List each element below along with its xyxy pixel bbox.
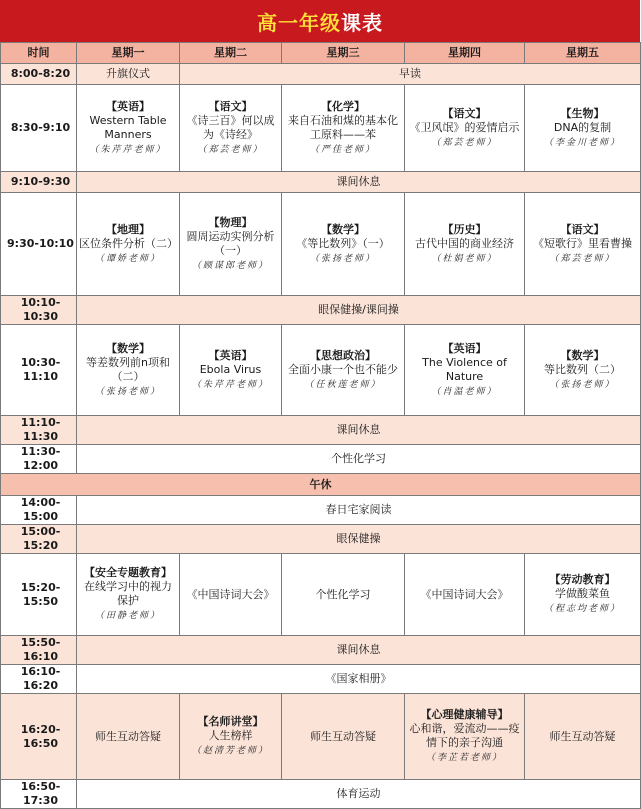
teacher-name: （张扬老师）: [94, 386, 161, 397]
class-cell: [282, 554, 405, 636]
lesson-topic: 区位条件分析（二）: [79, 236, 178, 250]
header-tuesday: 星期二: [180, 43, 282, 64]
subject-label: 【英语】: [442, 341, 487, 355]
teacher-name: （田静老师）: [94, 611, 161, 621]
teacher-name: （赵清芳老师）: [191, 746, 269, 756]
time-cell: 10:10-10:30: [1, 296, 77, 325]
subject-label: 【语文】: [560, 222, 605, 236]
class-cell: [77, 554, 180, 636]
table-row: [1, 193, 641, 296]
reading-cell: 春日宅家阅读: [77, 496, 641, 525]
lesson-topic: 《等比数列》（一）: [296, 236, 390, 250]
subject-label: 【名师讲堂】: [197, 715, 264, 728]
teacher-name: （郑芸老师）: [431, 137, 498, 148]
table-row: [1, 325, 641, 416]
table-row: [1, 665, 641, 694]
subject-label: 【语文】: [442, 106, 487, 120]
subject-label: 【英语】: [106, 99, 150, 113]
class-cell: [525, 85, 641, 172]
eye-exercise-cell: 眼保健操: [77, 525, 641, 554]
lesson-topic: 学做酸菜鱼: [555, 587, 610, 600]
lesson-topic: 《中国诗词大会》: [186, 587, 275, 601]
table-row: [1, 172, 641, 193]
time-cell: 9:10-9:30: [1, 172, 77, 193]
lesson-topic: 古代中国的商业经济: [415, 236, 514, 250]
title-schedule: 课表: [341, 10, 383, 35]
class-cell: [282, 85, 405, 172]
noon-break-cell: 午休: [1, 474, 641, 496]
teacher-name: （顾谋郎老师）: [191, 260, 269, 271]
table-row: [1, 474, 641, 496]
lesson-topic: 等比数列（二）: [544, 362, 621, 376]
eye-exercise-cell: 眼保健操/课间操: [77, 296, 641, 325]
lesson-topic: DNA的复制: [553, 120, 612, 134]
subject-label: 【物理】: [208, 215, 253, 229]
time-cell: 16:10-16:20: [1, 665, 77, 694]
lesson-topic: 师生互动答疑: [549, 729, 616, 743]
subject-label: 【劳动教育】: [549, 573, 616, 586]
teacher-name: （谭娇老师）: [94, 253, 161, 264]
subject-label: 【历史】: [442, 222, 487, 236]
break-cell: 课间休息: [77, 636, 641, 665]
table-row: [1, 496, 641, 525]
subject-label: 【心理健康辅导】: [420, 708, 509, 721]
time-cell: 15:20-15:50: [1, 554, 77, 636]
lesson-topic: 人生榜样: [208, 729, 253, 742]
subject-label: 【数学】: [321, 222, 365, 236]
table-row: [1, 64, 641, 85]
teacher-name: （郑芸老师）: [197, 144, 264, 155]
lesson-topic: 师生互动答疑: [310, 729, 376, 743]
lesson-topic: 圆周运动实例分析（一）: [186, 229, 275, 257]
lesson-topic: 来自石油和煤的基本化工原料——苯: [288, 113, 398, 141]
class-cell: [180, 325, 282, 416]
class-cell: [525, 193, 641, 296]
class-cell: [77, 325, 180, 416]
teacher-name: （杜娟老师）: [431, 253, 498, 264]
table-row: [1, 694, 641, 780]
subject-label: 【生物】: [560, 106, 605, 120]
lesson-topic: 心和谐，爱流动——疫情下的亲子沟通: [409, 722, 520, 749]
time-cell: 10:30-11:10: [1, 325, 77, 416]
teacher-name: （李芷若老师）: [425, 753, 503, 763]
time-cell: 16:50-17:30: [1, 780, 77, 809]
table-row: [1, 445, 641, 474]
teacher-name: （张扬老师）: [549, 379, 616, 390]
lesson-topic: 《卫风氓》的爱情启示: [409, 120, 520, 134]
subject-label: 【地理】: [106, 222, 150, 236]
subject-label: 【安全专题教育】: [84, 566, 172, 579]
table-row: [1, 85, 641, 172]
lesson-topic: 个性化学习: [315, 587, 371, 601]
class-cell: [525, 554, 641, 636]
break-cell: 课间休息: [77, 172, 641, 193]
title-grade: 高一年级: [257, 10, 341, 35]
class-cell: [180, 193, 282, 296]
lesson-topic: The Violence of Nature: [422, 355, 507, 383]
table-row: [1, 296, 641, 325]
class-cell: [405, 325, 525, 416]
class-cell: [180, 554, 282, 636]
lesson-topic: 全面小康一个也不能少: [288, 362, 398, 376]
time-cell: 16:20-16:50: [1, 694, 77, 780]
subject-label: 【语文】: [208, 99, 253, 113]
class-cell: [180, 85, 282, 172]
flag-ceremony-cell: 升旗仪式: [77, 64, 180, 85]
class-cell: [525, 694, 641, 780]
time-cell: 15:50-16:10: [1, 636, 77, 665]
time-cell: 8:30-9:10: [1, 85, 77, 172]
sports-cell: 体育运动: [77, 780, 641, 809]
lesson-topic: 《中国诗词大会》: [420, 587, 509, 601]
class-cell: [405, 85, 525, 172]
table-row: [1, 636, 641, 665]
subject-label: 【数学】: [560, 348, 605, 362]
timetable: [0, 42, 641, 809]
subject-label: 【思想政治】: [310, 348, 376, 362]
header-thursday: 星期四: [405, 43, 525, 64]
self-study-cell: 个性化学习: [77, 445, 641, 474]
break-cell: 课间休息: [77, 416, 641, 445]
lesson-topic: 《诗三百》何以成为《诗经》: [186, 113, 275, 141]
morning-reading-cell: 早读: [180, 64, 641, 85]
subject-label: 【数学】: [106, 341, 150, 355]
header-time: 时间: [1, 43, 77, 64]
table-row: [1, 780, 641, 809]
header-row: [1, 43, 641, 64]
class-cell: [405, 694, 525, 780]
class-cell: [525, 325, 641, 416]
teacher-name: （郑芸老师）: [549, 253, 616, 264]
schedule-title: [0, 0, 640, 42]
lesson-topic: 《短歌行》里看曹操: [533, 236, 632, 250]
lesson-topic: Western Table Manners: [89, 113, 167, 141]
class-cell: [282, 193, 405, 296]
time-cell: 9:30-10:10: [1, 193, 77, 296]
subject-label: 【化学】: [321, 99, 365, 113]
teacher-name: （程志均老师）: [543, 604, 621, 614]
class-cell: [77, 193, 180, 296]
lesson-topic: Ebola Virus: [199, 362, 262, 376]
teacher-name: （张扬老师）: [309, 253, 376, 264]
teacher-name: （任秋莲老师）: [304, 379, 382, 390]
teacher-name: （朱芹芹老师）: [89, 144, 167, 155]
time-cell: 14:00-15:00: [1, 496, 77, 525]
teacher-name: （朱芹芹老师）: [191, 379, 269, 390]
class-cell: [77, 85, 180, 172]
table-row: [1, 554, 641, 636]
lesson-topic: 等差数列前n项和（二）: [86, 355, 170, 383]
time-cell: 11:30-12:00: [1, 445, 77, 474]
time-cell: 8:00-8:20: [1, 64, 77, 85]
header-monday: 星期一: [77, 43, 180, 64]
class-cell: [405, 193, 525, 296]
national-album-cell: 《国家相册》: [77, 665, 641, 694]
header-friday: 星期五: [525, 43, 641, 64]
teacher-name: （严佳老师）: [309, 144, 376, 155]
subject-label: 【英语】: [208, 348, 253, 362]
time-cell: 11:10-11:30: [1, 416, 77, 445]
teacher-name: （李金川老师）: [543, 137, 621, 148]
teacher-name: （肖温老师）: [431, 386, 498, 397]
class-cell: [77, 694, 180, 780]
class-cell: [282, 325, 405, 416]
lesson-topic: 师生互动答疑: [95, 729, 161, 743]
table-row: [1, 525, 641, 554]
class-cell: [282, 694, 405, 780]
class-cell: [180, 694, 282, 780]
lesson-topic: 在线学习中的视力保护: [84, 580, 172, 607]
header-wednesday: 星期三: [282, 43, 405, 64]
class-cell: [405, 554, 525, 636]
table-row: [1, 416, 641, 445]
time-cell: 15:00-15:20: [1, 525, 77, 554]
